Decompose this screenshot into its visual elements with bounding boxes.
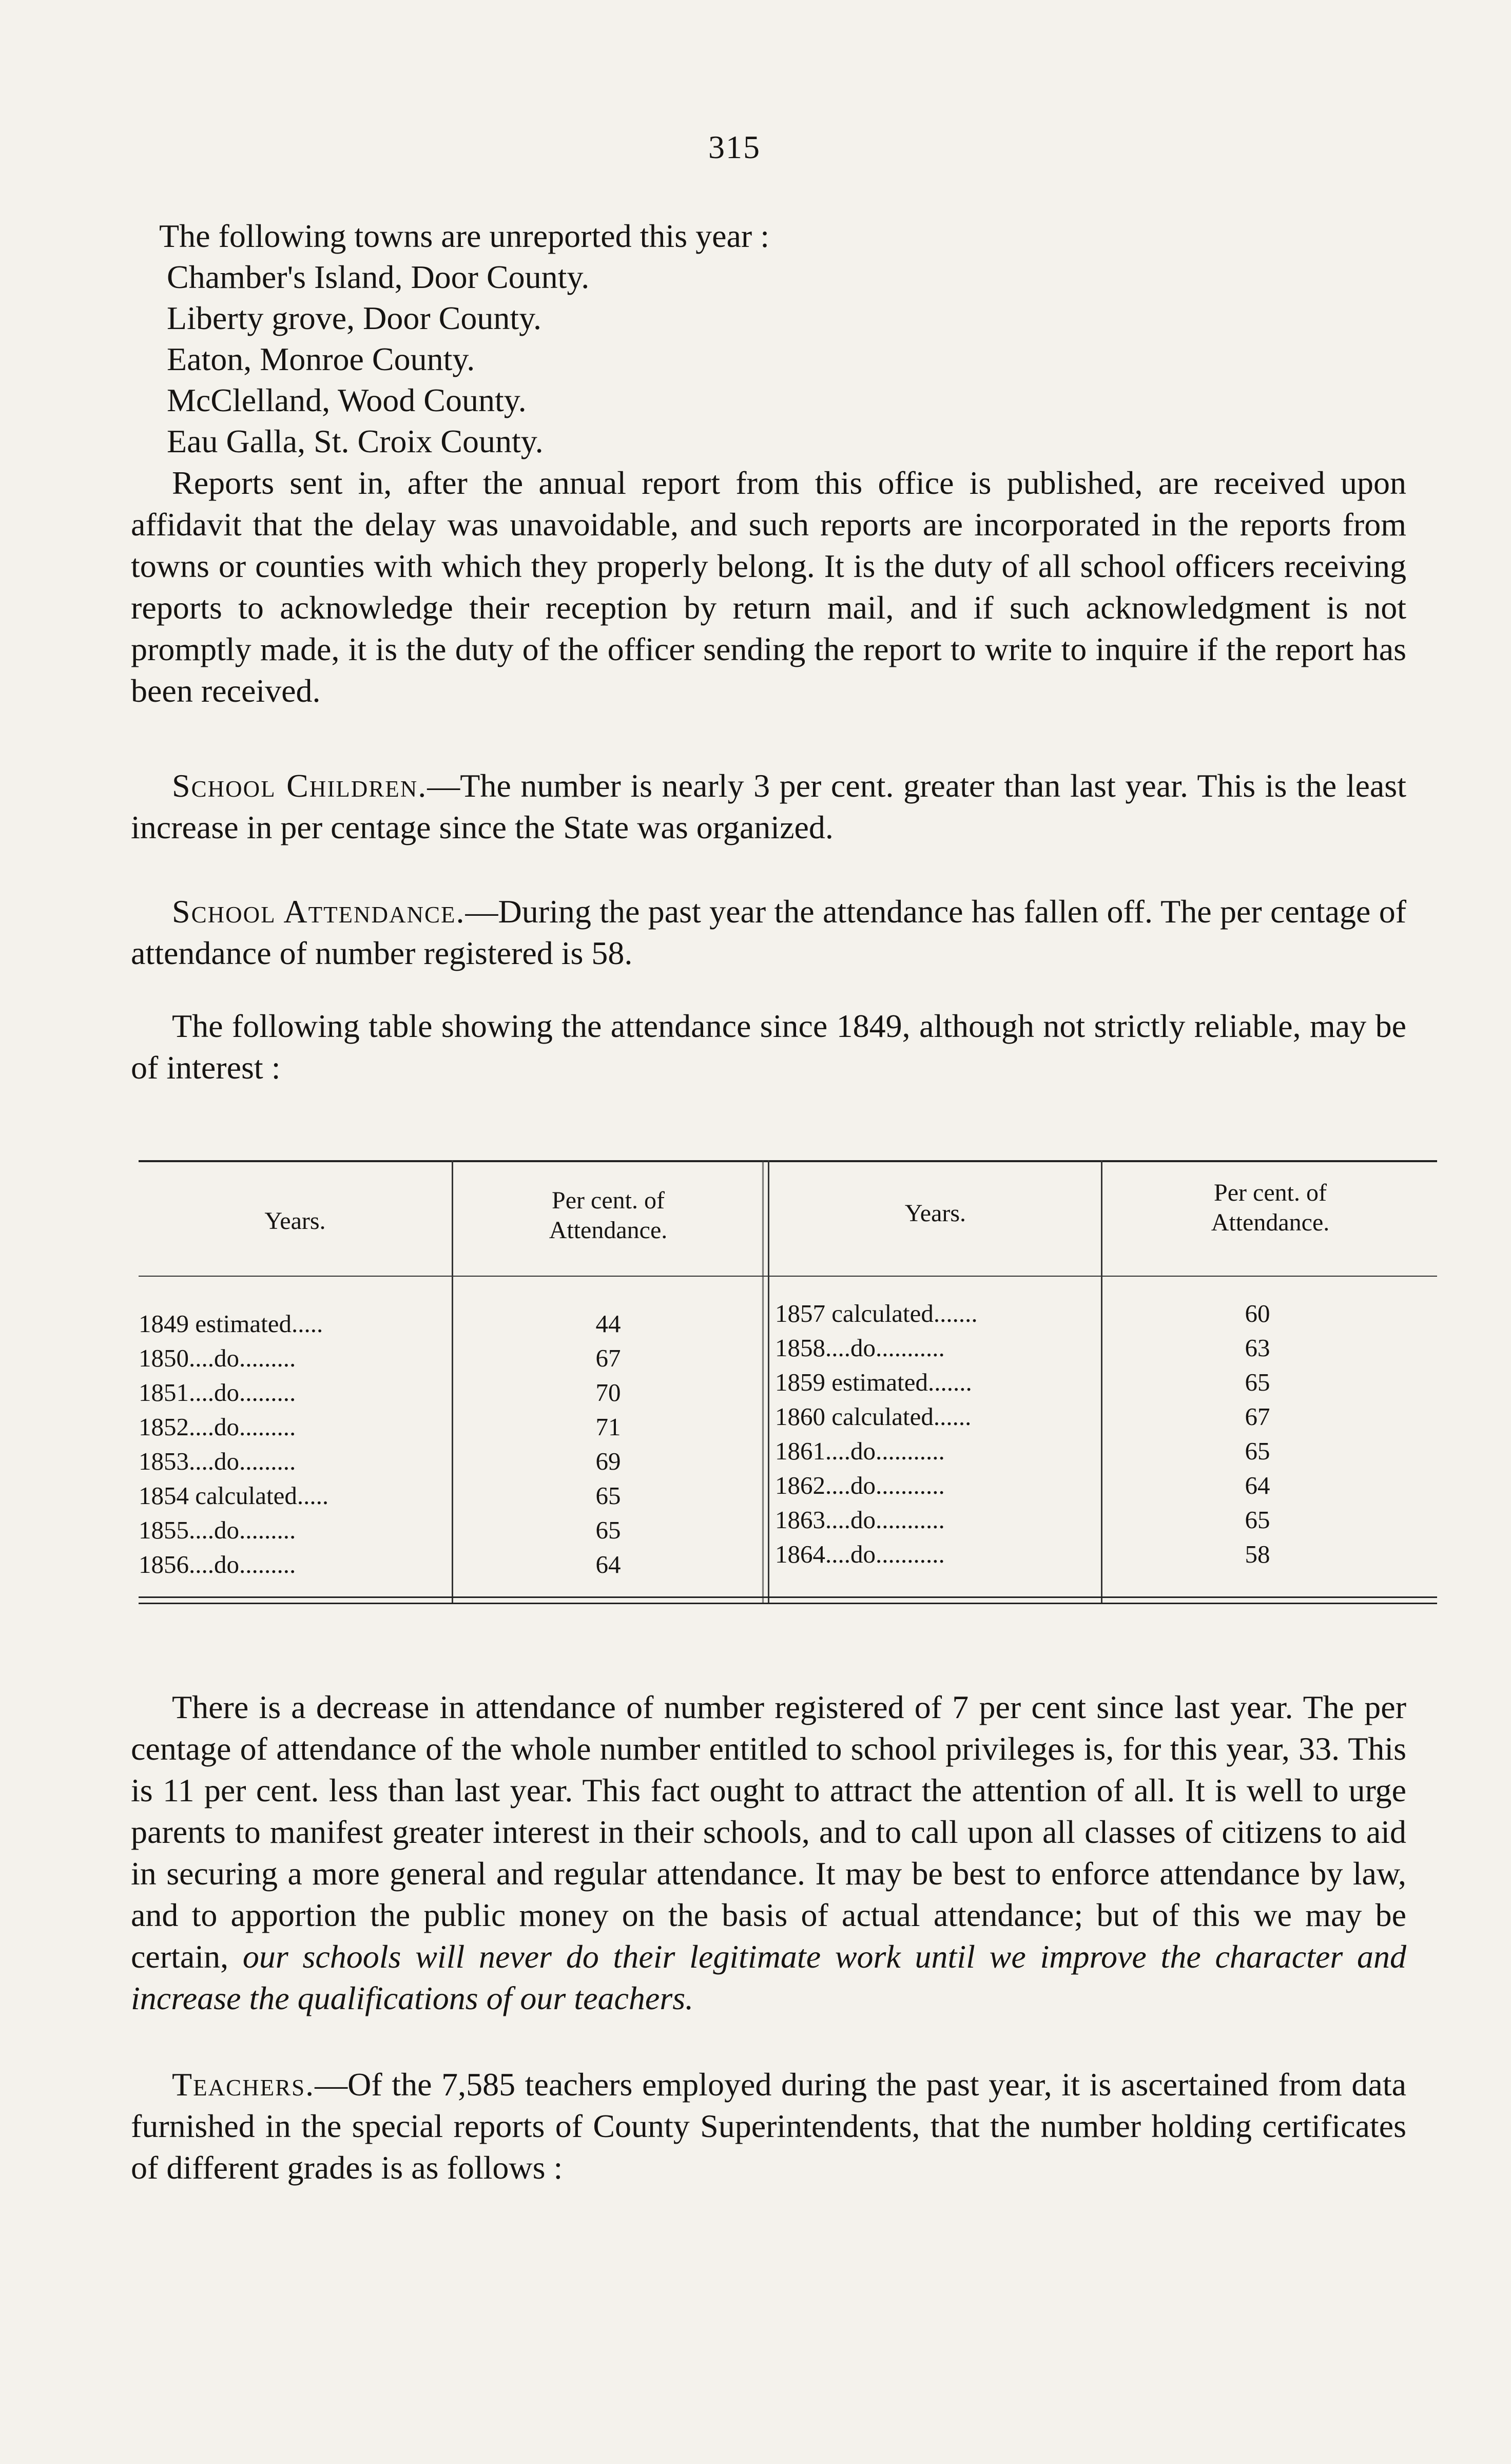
table-intro-text: The following table showing the attendance since 1849, although not strictly reliable, may be of interest : [131,1008,1406,1086]
school-children-text: —The number is nearly 3 per cent. greater than last year. This is the least increase in per centage since the State was organized. [131,767,1406,845]
teachers-text: —Of the 7,585 teachers employed during the past year, it is ascertained from data furnished in the special reports of County Superintendents, that the number holding certificates of different grades is as follows : [131,2066,1406,2186]
table-row-percent: 64 [1245,1471,1270,1499]
table-row-percent: 44 [595,1310,621,1338]
table-row-year: 1855....do......... [139,1516,296,1544]
column-divider [1101,1160,1102,1603]
table-row-percent: 65 [595,1516,621,1544]
table-intro-paragraph [131,1005,1406,1088]
table-row-percent: 65 [1245,1506,1270,1534]
table-row-percent: 63 [1245,1334,1270,1362]
header-percent-left: Per cent. of Attendance. [549,1187,668,1244]
school-attendance-heading: School Attendance. [172,893,466,930]
table-top-rule [139,1160,1437,1162]
table-row-year: 1849 estimated..... [139,1310,323,1338]
table-row-percent: 65 [1245,1437,1270,1465]
table-row-year: 1850....do......... [139,1344,296,1372]
teachers-heading: Teachers. [172,2066,315,2103]
town-item: Chamber's Island, Door County. [167,259,590,295]
table-row-percent: 67 [1245,1402,1270,1431]
table-row-percent: 60 [1245,1299,1270,1327]
header-years-left: Years. [264,1207,326,1235]
table-row-year: 1857 calculated....... [775,1299,978,1327]
right-percent-column [1103,1296,1411,1571]
table-row-percent: 58 [1245,1540,1270,1568]
town-item: McClelland, Wood County. [167,382,527,418]
table-row-percent: 70 [595,1378,621,1407]
table-row-year: 1858....do........... [775,1334,945,1362]
town-item: Eaton, Monroe County. [167,341,475,377]
table-row-percent: 65 [595,1481,621,1510]
column-divider-double [762,1160,769,1603]
column-divider [452,1160,453,1603]
table-row-year: 1862....do........... [775,1471,945,1499]
table-row-year: 1861....do........... [775,1437,945,1465]
table-row-percent: 67 [595,1344,621,1372]
decrease-paragraph-italic: our schools will never do their legitimate work until we improve the character and increase the qualifications of our teachers. [131,1938,1407,2016]
unreported-towns-heading: The following towns are unreported this year : [159,218,769,254]
table-row-percent: 71 [595,1413,621,1441]
left-year-column [139,1306,447,1582]
table-row-year: 1864....do........... [775,1540,945,1568]
table-row-year: 1860 calculated...... [775,1402,972,1431]
header-percent-right: Per cent. of Attendance. [1211,1179,1330,1236]
decrease-paragraph [131,1686,1406,2019]
reports-paragraph-text: Reports sent in, after the annual report from this office is published, are received upon affidavit that the delay was unavoidable, and such reports are incorporated in the reports from towns or counties with which they properly belong. It is the duty of all school officers receiving reports to acknowledge their reception by return mail, and if such acknowledgment is not promptly made, it is the duty of the officer sending the report to write to inquire if the report has been received. [131,465,1406,709]
table-header-rule [139,1276,1437,1277]
left-percent-column [454,1306,762,1582]
table-row-year: 1853....do......... [139,1447,296,1475]
reports-paragraph [131,462,1406,711]
table-bottom-rule [139,1603,1437,1604]
school-children-heading: School Children. [172,767,428,804]
table-row-year: 1851....do......... [139,1378,296,1407]
right-year-column [775,1296,1083,1571]
unreported-towns-section [131,216,1424,462]
school-attendance-text: —During the past year the attendance has fallen off. The per centage of attendance of number registered is 58. [131,893,1407,971]
table-row-year: 1856....do......... [139,1550,296,1578]
table-bottom-rule [139,1596,1437,1598]
table-row-year: 1852....do......... [139,1413,296,1441]
table-row-percent: 65 [1245,1368,1270,1396]
table-row-percent: 69 [595,1447,621,1475]
attendance-table [139,1160,1437,1612]
header-years-right: Years. [904,1200,966,1227]
town-item: Eau Galla, St. Croix County. [167,423,544,459]
town-item: Liberty grove, Door County. [167,300,541,336]
teachers-paragraph [131,2064,1406,2188]
school-children-paragraph [131,765,1406,848]
table-row-year: 1863....do........... [775,1506,945,1534]
table-row-year: 1854 calculated..... [139,1481,329,1510]
decrease-paragraph-text: There is a decrease in attendance of number registered of 7 per cent since last year. The per centage of attendance of the whole number entitled to school privileges is, for this year, 33. This is 11 per cent. less than last year. This fact ought to attract the attention of all. It is well to urge parents to manifest greater interest in their schools, and to call upon all classes of citizens to aid in securing a more general and regular attendance. It may be best to enforce attendance by law, and to apportion the public money on the basis of actual attendance; but of this we may be certain, [131,1689,1406,1975]
page-number: 315 [708,129,761,165]
table-row-year: 1859 estimated....... [775,1368,972,1396]
school-attendance-paragraph [131,891,1406,974]
table-row-percent: 64 [595,1550,621,1578]
